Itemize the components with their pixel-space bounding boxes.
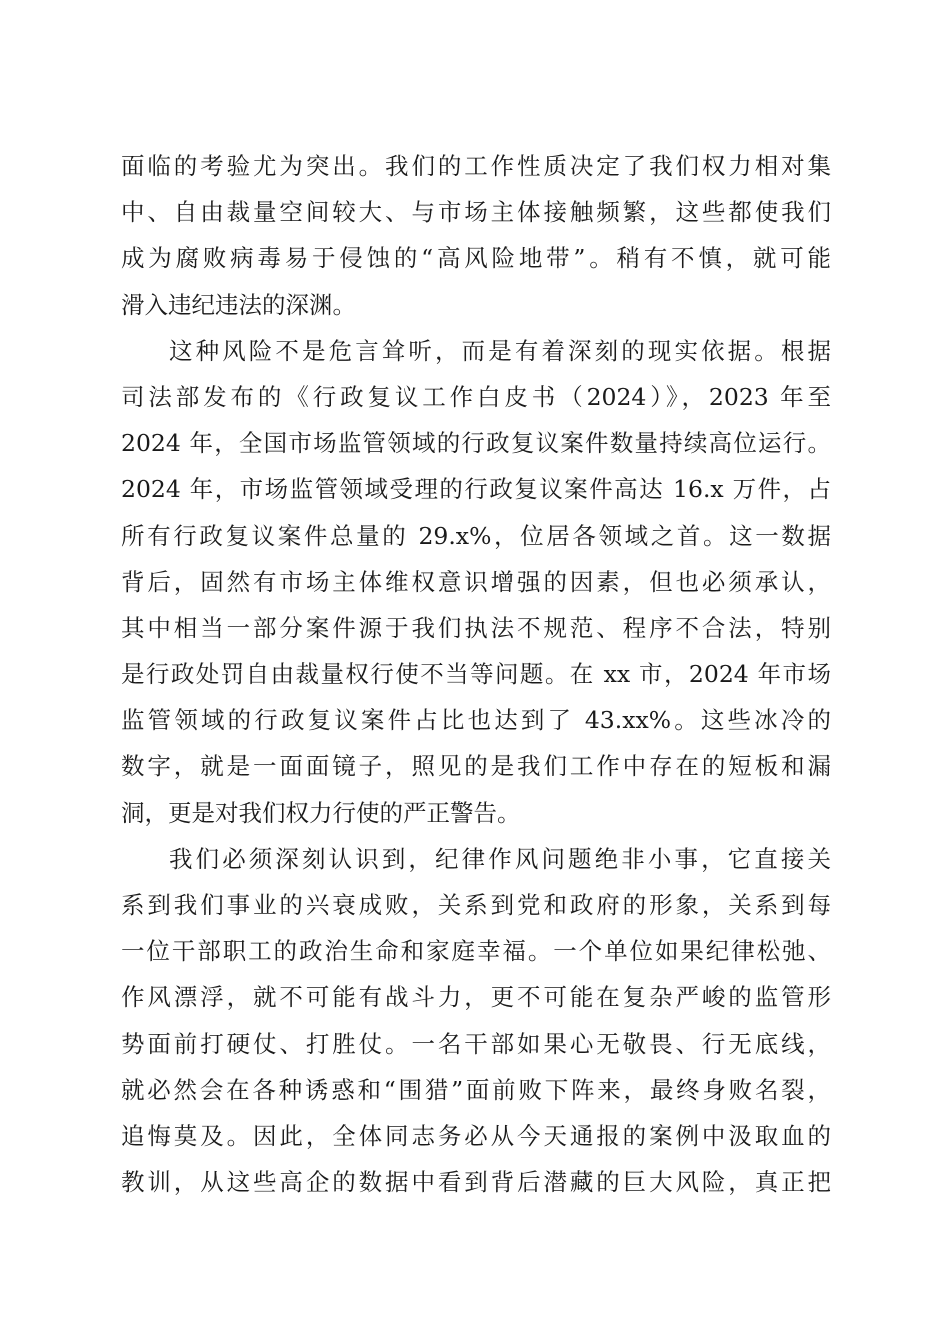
text-line: 是行政处罚自由裁量权行使不当等问题。在 xx 市，2024 年市场 — [121, 660, 831, 689]
text-line: 一位干部职工的政治生命和家庭幸福。一个单位如果纪律松弛、 — [121, 937, 831, 966]
text-line: 司法部发布的《行政复议工作白皮书（2024）》，2023 年至 — [121, 382, 831, 411]
text-line: 就必然会在各种诱惑和“围猎”面前败下阵来，最终身败名裂， — [121, 1075, 831, 1104]
text-line: 监管领域的行政复议案件占比也达到了 43.xx%。这些冰冷的 — [121, 706, 831, 735]
text-line: 所有行政复议案件总量的 29.x%，位居各领域之首。这一数据 — [121, 521, 831, 550]
text-line: 2024 年，全国市场监管领域的行政复议案件数量持续高位运行。 — [121, 429, 831, 458]
text-line: 系到我们事业的兴衰成败，关系到党和政府的形象，关系到每 — [121, 891, 831, 919]
text-line: 教训，从这些高企的数据中看到背后潜藏的巨大风险，真正把 — [121, 1168, 831, 1197]
paragraph-1 — [121, 143, 831, 328]
text-line: 洞，更是对我们权力行使的严正警告。 — [121, 798, 521, 827]
paragraph-2 — [121, 328, 831, 836]
text-line: 作风漂浮，就不可能有战斗力，更不可能在复杂严峻的监管形 — [121, 983, 831, 1012]
text-line: 数字，就是一面面镜子，照见的是我们工作中存在的短板和漏 — [121, 752, 831, 781]
text-line: 其中相当一部分案件源于我们执法不规范、程序不合法，特别 — [121, 613, 831, 642]
text-line: 势面前打硬仗、打胜仗。一名干部如果心无敬畏、行无底线， — [121, 1029, 831, 1058]
text-line: 面临的考验尤为突出。我们的工作性质决定了我们权力相对集 — [121, 152, 831, 180]
paragraph-3 — [121, 836, 831, 1206]
text-line: 这种风险不是危言耸听，而是有着深刻的现实依据。根据 — [169, 336, 831, 365]
text-line: 滑入违纪违法的深渊。 — [121, 290, 356, 319]
text-line: 追悔莫及。因此，全体同志务必从今天通报的案例中汲取血的 — [121, 1121, 831, 1150]
text-line: 成为腐败病毒易于侵蚀的“高风险地带”。稍有不慎，就可能 — [121, 244, 831, 273]
text-line: 背后，固然有市场主体维权意识增强的因素，但也必须承认， — [121, 567, 831, 596]
body-text — [121, 143, 831, 1205]
text-line: 2024 年，市场监管领域受理的行政复议案件高达 16.x 万件，占 — [121, 475, 831, 504]
text-line: 中、自由裁量空间较大、与市场主体接触频繁，这些都使我们 — [121, 198, 831, 227]
text-line: 我们必须深刻认识到，纪律作风问题绝非小事，它直接关 — [169, 844, 831, 873]
